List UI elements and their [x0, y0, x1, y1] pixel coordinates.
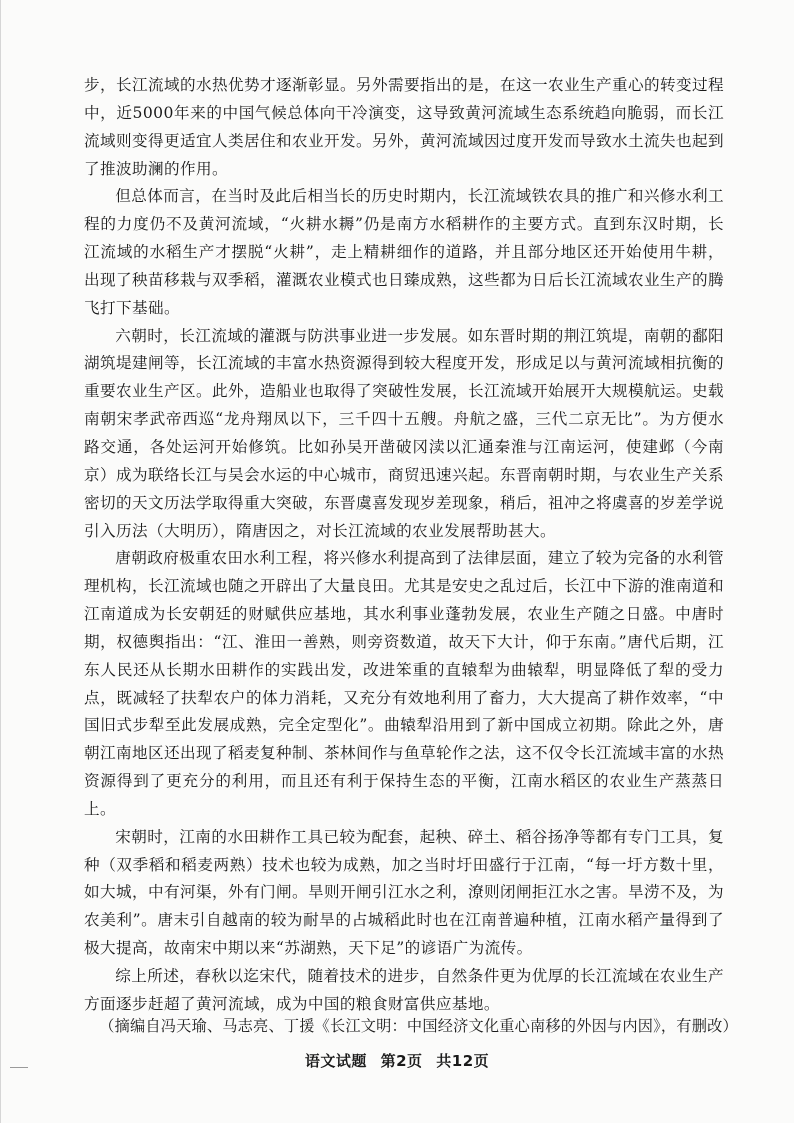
paragraph-6: 综上所述，春秋以迄宋代，随着技术的进步，自然条件更为优厚的长江流域在农业生产方面逐步赶超了黄河流域，成为中国的粮食财富供应基地。 [84, 967, 724, 1013]
margin-mark [10, 1067, 28, 1068]
footer-total-pages: 共12页 [436, 1052, 490, 1070]
article-body [84, 72, 724, 1019]
paragraph-3: 六朝时，长江流域的灌溉与防洪事业进一步发展。如东晋时期的荆江筑堤，南朝的鄱阳湖筑堤建闸等，长江流域的丰富水热资源得到较大程度开发，形成足以与黄河流域相抗衡的重要农业生产区。此外，造船业也取得了突破性发展，长江流域开始展开大规模航运。史载南朝宋孝武帝西巡“龙舟翔凤以下，三千四十五艘。舟航之盛，三代二京无比”。为方便水路交通，各处运河开始修筑。比如孙吴开凿破冈渎以汇通秦淮与江南运河，使建邺（今南京）成为联络长江与吴会水运的中心城市，商贸迅速兴起。东晋南朝时期，与农业生产关系密切的天文历法学取得重大突破，东晋虞喜发现岁差现象，稍后，祖冲之将虞喜的岁差学说引入历法（大明历），隋唐因之，对长江流域的农业发展帮助甚大。 [84, 326, 724, 540]
scan-edge-line [0, 0, 1, 1123]
page-footer [0, 1050, 794, 1071]
paragraph-5: 宋朝时，江南的水田耕作工具已较为配套，起秧、碎土、稻谷扬净等都有专门工具，复种（双季稻和稻麦两熟）技术也较为成熟，加之当时圩田盛行于江南，“每一圩方数十里，如大城，中有河渠，外有门闸。旱则开闸引江水之利，潦则闭闸拒江水之害。旱涝不及，为农美利”。唐末引自越南的较为耐旱的占城稻此时也在江南普遍种植，江南水稻产量得到了极大提高，故南宋中期以来“苏湖熟，天下足”的谚语广为流传。 [84, 827, 724, 958]
footer-page-number: 第2页 [380, 1052, 423, 1070]
paragraph-1: 步，长江流域的水热优势才逐渐彰显。另外需要指出的是，在这一农业生产重心的转变过程中，近5000年来的中国气候总体向干冷演变，这导致黄河流域生态系统趋向脆弱，而长江流域则变得更适宜人类居住和农业开发。另外，黄河流域因过度开发而导致水土流失也起到了推波助澜的作用。 [84, 76, 724, 178]
paragraph-2: 但总体而言，在当时及此后相当长的历史时期内，长江流域铁农具的推广和兴修水利工程的力度仍不及黄河流域，“火耕水耨”仍是南方水稻耕作的主要方式。直到东汉时期，长江流域的水稻生产才摆脱“火耕”，走上精耕细作的道路，并且部分地区还开始使用牛耕，出现了秧苗移栽与双季稻，灌溉农业模式也日臻成熟，这些都为日后长江流域农业生产的腾飞打下基础。 [84, 187, 724, 317]
paragraph-4: 唐朝政府极重农田水利工程，将兴修水利提高到了法律层面，建立了较为完备的水利管理机构，长江流域也随之开辟出了大量良田。尤其是安史之乱过后，长江中下游的淮南道和江南道成为长安朝廷的财赋供应基地，其水利事业蓬勃发展，农业生产随之日盛。中唐时期，权德舆指出：“江、淮田一善熟，则旁资数道，故天下大计，仰于东南。”唐代后期，江东人民还从长期水田耕作的实践出发，改进笨重的直辕犁为曲辕犁，明显降低了犁的受力点，既减轻了扶犁农户的体力消耗，又充分有效地利用了畜力，大大提高了耕作效率，“中国旧式步犁至此发展成熟，完全定型化”。曲辕犁沿用到了新中国成立初期。除此之外，唐朝江南地区还出现了稻麦复种制、茶林间作与鱼草轮作之法，这不仅令长江流域丰富的水热资源得到了更充分的利用，而且还有利于保持生态的平衡，江南水稻区的农业生产蒸蒸日上。 [84, 549, 724, 818]
footer-subject: 语文试题 [304, 1052, 367, 1070]
source-citation: （摘编自冯天瑜、马志亮、丁援《长江文明：中国经济文化重心南移的外因与内因》，有删改） [99, 1017, 738, 1035]
